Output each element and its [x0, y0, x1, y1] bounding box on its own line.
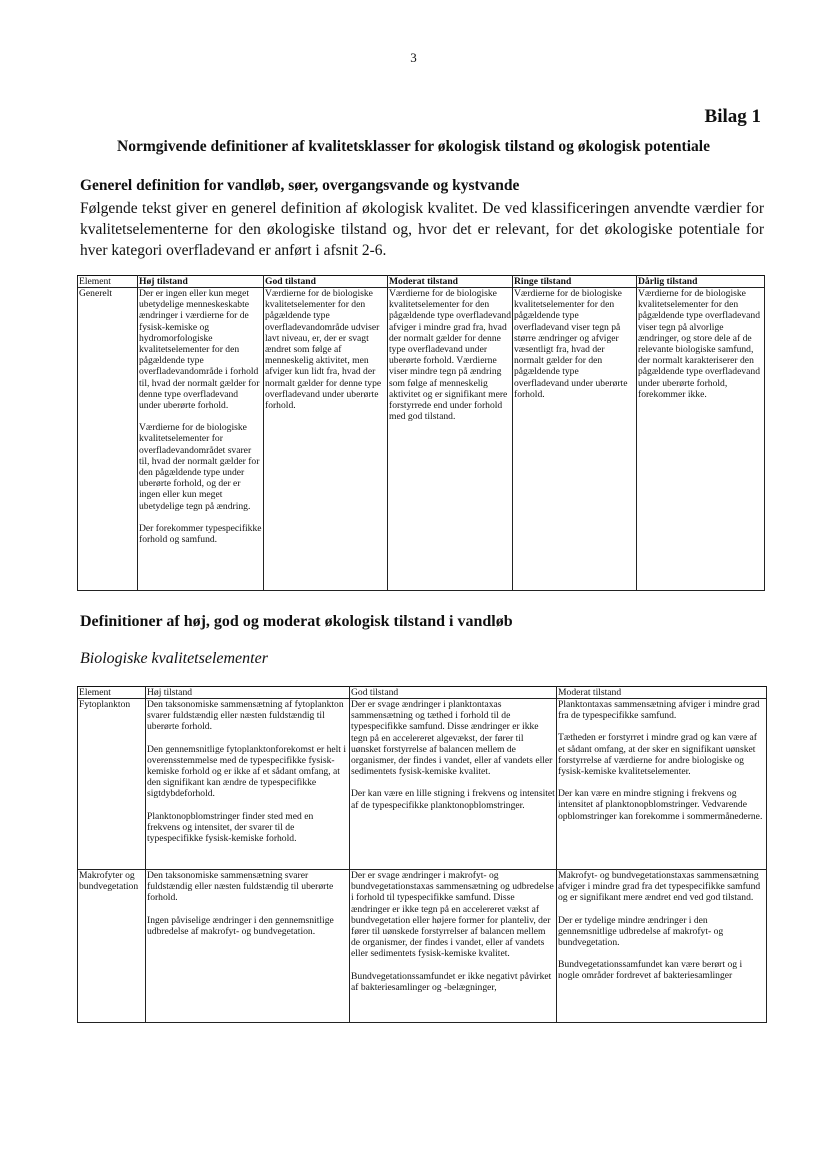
moderate-status-cell: Værdierne for de biologiske kvalitetselementer for den pågældende type overfladevand afviger i mindre grad fra, hvad der normalt gælder for denne type overfladevand under uberørte forhold. Værdierne viser mindre tegn på ændring som følge af menneskelig aktivitet og er signifikant mere forstyrrede end under forhold med god tilstand. — [388, 288, 513, 591]
document-title: Normgivende definitioner af kvalitetsklasser for økologisk tilstand og økologisk potentiale — [117, 138, 710, 155]
cell-paragraph: Der er svage ændringer i makrofyt- og bundvegetationstaxas sammensætning og udbredelse i forhold til typespecifikke samfund. Disse ændringer er ikke tegn på en accelereret vækst af bundvegetation eller højere former for planteliv, der fører til uønskede forstyrrelser af balancen mellem de organismer, der findes i vandet, eller af vandets eller sedimentets fysisk-kemiske kvalitet. — [351, 870, 554, 960]
stream-status-table — [77, 686, 767, 1023]
high-status-cell — [146, 870, 350, 1023]
moderate-status-cell — [557, 699, 767, 870]
cell-paragraph: Planktonopblomstringer finder sted med en frekvens og intensitet, der svarer til de typespecifikke fysisk-kemiske forhold. — [147, 810, 314, 845]
element-cell: Fytoplankton — [78, 699, 146, 870]
cell-paragraph: Bundvegetationssamfundet er ikke negativt påvirket af bakteriesamlinger og -belægninger, — [351, 970, 552, 993]
element-cell: Generelt — [78, 288, 138, 591]
cell-paragraph: Der kan være en lille stigning i frekvens og intensitet af de typespecifikke planktonopblomstringer. — [351, 788, 555, 811]
column-header: Element — [78, 276, 138, 288]
cell-paragraph: Bundvegetationssamfundet kan være berørt og i nogle områder fordrevet af bakteriesamlinger — [558, 959, 743, 982]
column-header: Element — [78, 687, 146, 699]
poor-status-cell: Værdierne for de biologiske kvalitetselementer for den pågældende type overfladevand viser tegn på større ændringer og afviger væsentligt fra, hvad der normalt gælder for den pågældende type overfladevand under uberørte forhold. — [513, 288, 637, 591]
cell-paragraph: Der er ingen eller kun meget ubetydelige menneskeskabte ændringer i værdierne for de fysisk-kemiske og hydromorfologiske kvalitetselementer for den pågældende type overfladevandområde i forhold til, hvad der normalt gælder for denne type overfladevand under uberørte forhold. — [139, 288, 260, 412]
element-cell: Makrofyter og bundvegetation — [78, 870, 146, 1023]
cell-paragraph: Planktontaxas sammensætning afviger i mindre grad fra de typespecifikke samfund. — [558, 699, 760, 722]
cell-paragraph: Der er svage ændringer i planktontaxas sammensætning og tæthed i forhold til de typespecifikke samfund. Disse ændringer er ikke tegn på en accelereret algevækst, der fører til uønsket forstyrrelse af balancen mellem de organismer, der findes i vandet, eller af vandets eller sedimentets fysisk-kemiske kvalitet. — [351, 699, 553, 778]
cell-paragraph: Makrofyt- og bundvegetationstaxas sammensætning afviger i mindre grad fra det typespecifikke samfund og er signifikant mere ændret end ved god tilstand. — [558, 870, 761, 904]
good-status-cell — [350, 699, 557, 870]
cell-paragraph: Der forekommer typespecifikke forhold og samfund. — [139, 522, 262, 546]
cell-paragraph: Tætheden er forstyrret i mindre grad og kan være af et sådant omfang, at der sker en signifikant uønsket forstyrrelse af værdierne for andre biologiske og fysisk-kemiske kvalitetselementer. — [558, 732, 758, 778]
good-status-cell — [350, 870, 557, 1023]
column-header: Høj tilstand — [146, 687, 350, 699]
cell-paragraph: Den gennemsnitlige fytoplanktonforekomst er helt i overensstemmelse med de typespecifikke fysisk-kemiske forhold og er ikke af et sådant omfang, at den signifikant kan ændre de typespecifikke sigtdybdeforhold. — [147, 743, 347, 800]
cell-paragraph: Den taksonomiske sammensætning svarer fuldstændig eller næsten fuldstændig til uberørte forhold. — [147, 870, 334, 904]
general-definition-table — [77, 275, 765, 591]
cell-paragraph: Der er tydelige mindre ændringer i den gennemsnitlige udbredelse af makrofyt- og bundvegetation. — [558, 914, 724, 949]
table-header-row — [78, 687, 767, 699]
column-header: Moderat tilstand — [557, 687, 767, 699]
column-header: Dårlig tilstand — [637, 276, 765, 288]
column-header: Ringe tilstand — [513, 276, 637, 288]
column-header: God tilstand — [264, 276, 388, 288]
page-number: 3 — [410, 50, 417, 65]
moderate-status-cell — [557, 870, 767, 1023]
appendix-label: Bilag 1 — [704, 106, 761, 127]
cell-paragraph: Den taksonomiske sammensætning af fytoplankton svarer fuldstændig eller næsten fuldstændig til uberørte forhold. — [147, 699, 344, 733]
column-header: Moderat tilstand — [388, 276, 513, 288]
high-status-cell — [138, 288, 264, 591]
table-row — [78, 288, 765, 591]
table-header-row — [78, 276, 765, 288]
table-row — [78, 870, 767, 1023]
section-heading-general: Generel definition for vandløb, søer, overgangsvande og kystvande — [80, 177, 520, 194]
table-row — [78, 699, 767, 870]
cell-paragraph: Der kan være en mindre stigning i frekvens og intensitet af planktonopblomstringer. Vedvarende opblomstringer kan forekomme i sommermånederne. — [558, 788, 763, 822]
section-subtitle: Biologiske kvalitetselementer — [80, 650, 268, 667]
bad-status-cell: Værdierne for de biologiske kvalitetselementer for den pågældende type overfladevand viser tegn på alvorlige ændringer, og store dele af de relevante biologiske samfund, der normalt karakteriserer den pågældende type overfladevand under uberørte forhold, forekommer ikke. — [637, 288, 765, 591]
cell-paragraph: Ingen påviselige ændringer i den gennemsnitlige udbredelse af makrofyt- og bundvegetation. — [147, 914, 334, 937]
column-header: God tilstand — [350, 687, 557, 699]
cell-paragraph: Værdierne for de biologiske kvalitetselementer for overfladevandområdet svarer til, hvad der normalt gælder for den pågældende type under uberørte forhold, og der er ingen eller kun meget ubetydelige tegn på ændring. — [139, 422, 260, 512]
good-status-cell: Værdierne for de biologiske kvalitetselementer for den pågældende type overfladevandområde udviser lavt niveau, er, der er svagt ændret som følge af menneskelig aktivitet, men afviger kun lidt fra, hvad der normalt gælder for denne type overfladevand under uberørte forhold. — [264, 288, 388, 591]
intro-paragraph: Følgende tekst giver en generel definition af økologisk kvalitet. De ved klassificeringen anvendte værdier for kvalitetselementerne for den økologiske tilstand og, hvor det er relevant, for det økologiske potentiale for hver kategori overfladevand er anført i afsnit 2-6. — [80, 200, 764, 259]
section-heading-streams: Definitioner af høj, god og moderat økologisk tilstand i vandløb — [80, 613, 513, 630]
high-status-cell — [146, 699, 350, 870]
column-header: Høj tilstand — [138, 276, 264, 288]
